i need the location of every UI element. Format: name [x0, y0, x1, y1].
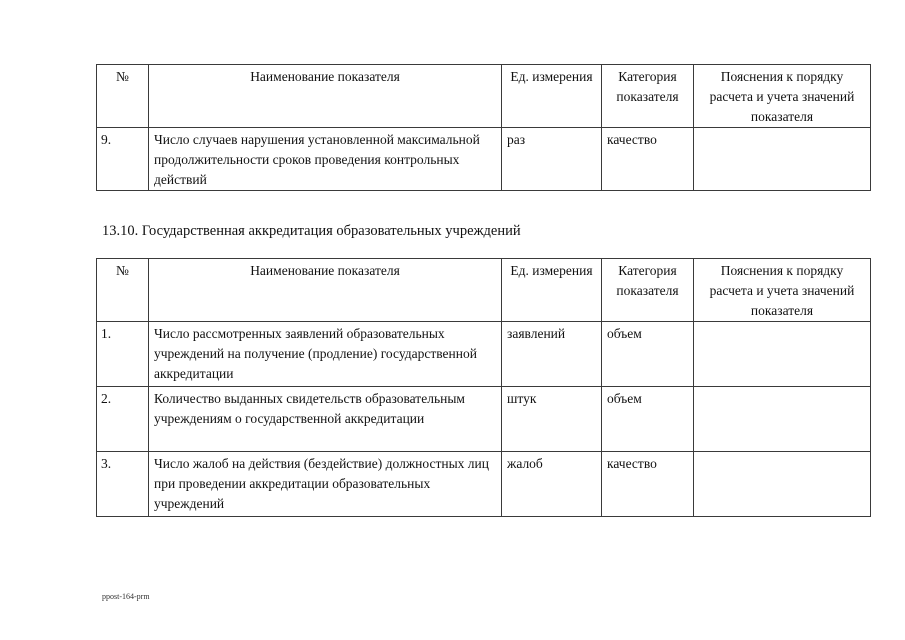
- row-name: Число рассмотренных заявлений образовательных учреждений на получение (продление) государственной аккредитации: [149, 322, 502, 387]
- row-notes: [694, 387, 871, 452]
- row-name: Число случаев нарушения установленной максимальной продолжительности сроков проведения контрольных действий: [149, 128, 502, 191]
- row-number: 3.: [97, 452, 149, 517]
- row-notes: [694, 452, 871, 517]
- row-category: объем: [602, 387, 694, 452]
- table-header-row: [97, 259, 871, 322]
- indicators-table-2: [96, 258, 871, 517]
- row-number: 2.: [97, 387, 149, 452]
- row-number: 1.: [97, 322, 149, 387]
- row-category: качество: [602, 452, 694, 517]
- header-notes: Пояснения к порядку расчета и учета значений показателя: [694, 65, 871, 128]
- row-number: 9.: [97, 128, 149, 191]
- header-notes: Пояснения к порядку расчета и учета значений показателя: [694, 259, 871, 322]
- header-name: Наименование показателя: [149, 259, 502, 322]
- row-category: объем: [602, 322, 694, 387]
- row-unit: штук: [502, 387, 602, 452]
- header-name: Наименование показателя: [149, 65, 502, 128]
- row-unit: раз: [502, 128, 602, 191]
- footer-file-code: ppost-164-prm: [102, 592, 150, 601]
- row-notes: [694, 322, 871, 387]
- table-row: [97, 387, 871, 452]
- table-row: [97, 128, 871, 191]
- header-category: Категория показателя: [602, 259, 694, 322]
- header-unit: Ед. измерения: [502, 65, 602, 128]
- header-number: №: [97, 259, 149, 322]
- row-name: Количество выданных свидетельств образовательным учреждениям о государственной аккредитации: [149, 387, 502, 452]
- row-name: Число жалоб на действия (бездействие) должностных лиц при проведении аккредитации образовательных учреждений: [149, 452, 502, 517]
- section-title: 13.10. Государственная аккредитация образовательных учреждений: [102, 223, 521, 239]
- row-unit: жалоб: [502, 452, 602, 517]
- header-unit: Ед. измерения: [502, 259, 602, 322]
- header-number: №: [97, 65, 149, 128]
- row-notes: [694, 128, 871, 191]
- header-category: Категория показателя: [602, 65, 694, 128]
- row-category: качество: [602, 128, 694, 191]
- table-header-row: [97, 65, 871, 128]
- indicators-table-1: [96, 64, 871, 191]
- table-row: [97, 452, 871, 517]
- table-row: [97, 322, 871, 387]
- row-unit: заявлений: [502, 322, 602, 387]
